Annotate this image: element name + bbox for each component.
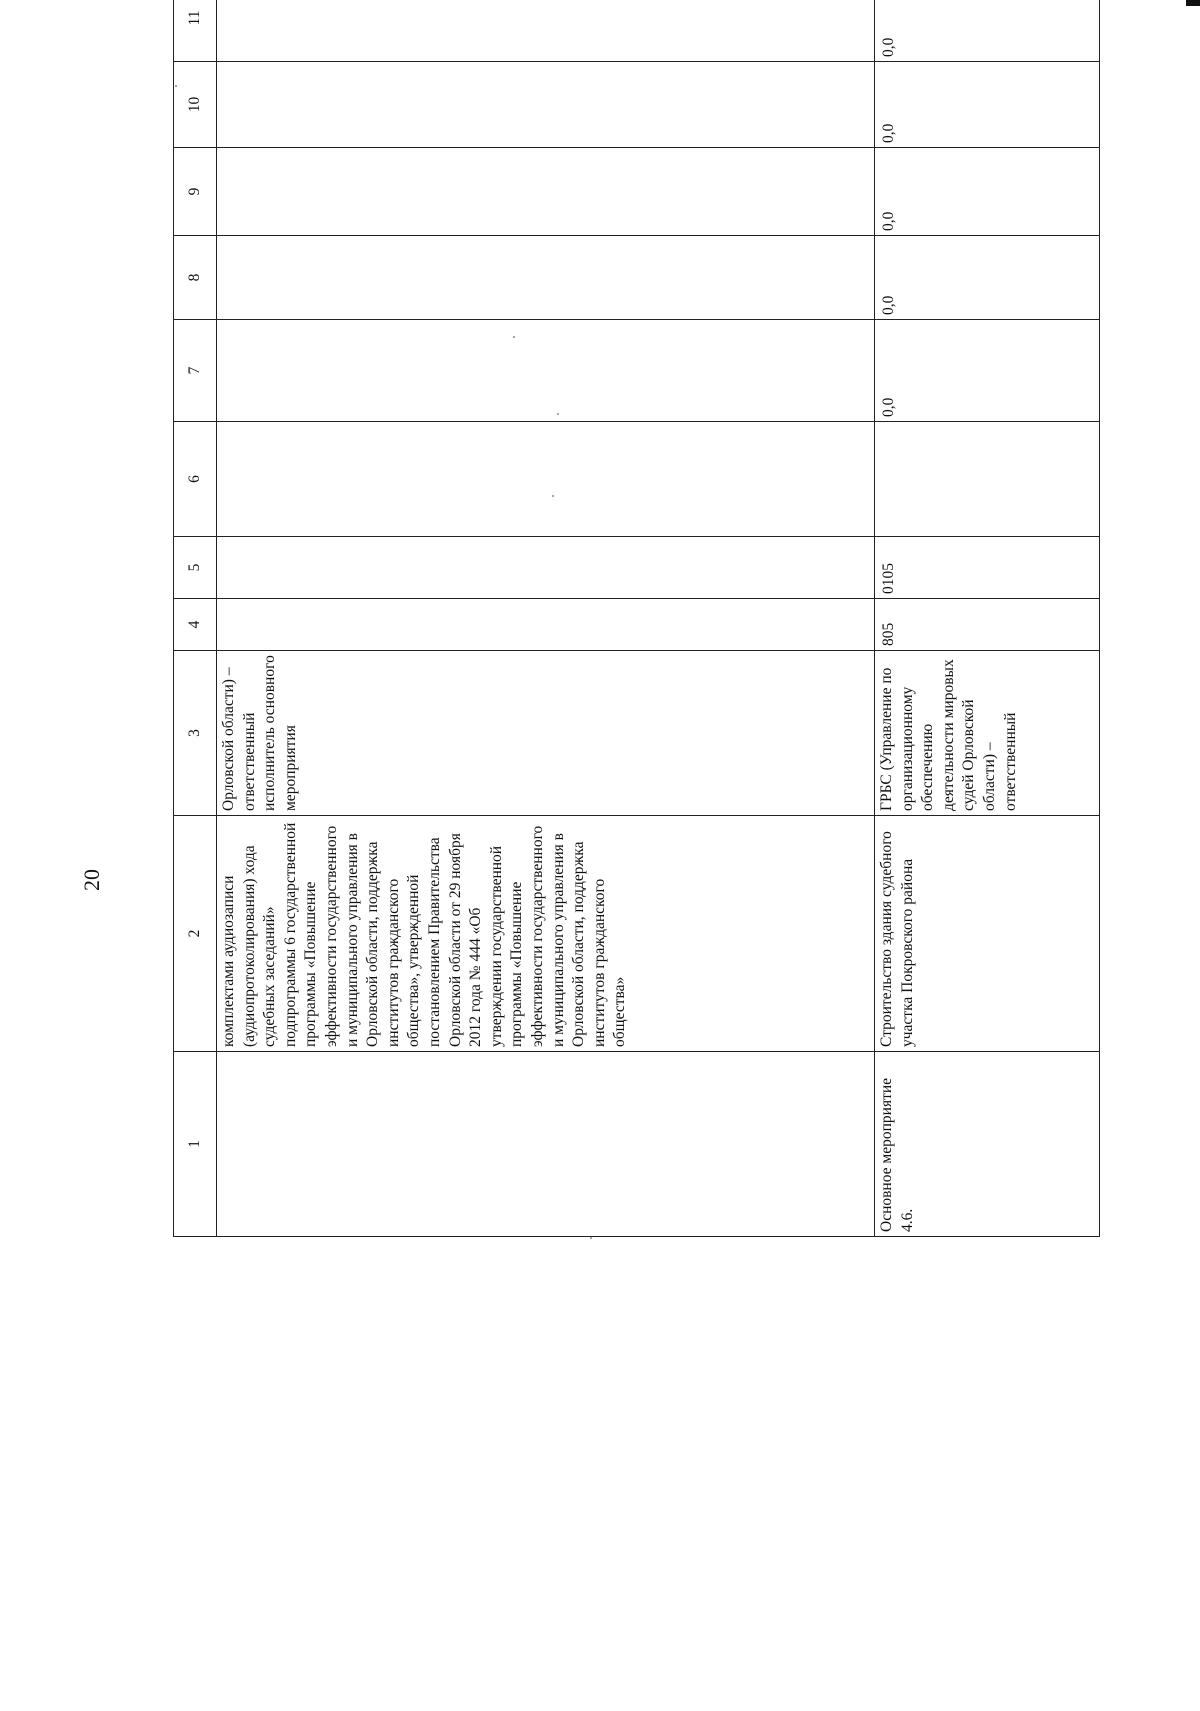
col-header-4: 4 — [174, 599, 217, 651]
col-header-10: 10 — [174, 62, 217, 148]
col-header-3: 3 — [174, 651, 217, 816]
header-row — [174, 0, 217, 1237]
scan-speck — [590, 1237, 592, 1239]
row1-col11 — [217, 0, 875, 62]
col-header-1: 1 — [174, 1052, 217, 1237]
row1-col1 — [217, 1052, 875, 1237]
row2-col3: ГРБС (Управление по организационному обеспечению деятельности мировых судей Орловской области) – ответственный — [875, 651, 1100, 816]
row1-col10 — [217, 62, 875, 148]
row2-col10: 0,0 — [875, 62, 1100, 148]
col-header-2: 2 — [174, 816, 217, 1052]
scan-speck — [513, 336, 515, 338]
row2-col9: 0,0 — [875, 148, 1100, 236]
row1-col4 — [217, 599, 875, 651]
row2-col6 — [875, 422, 1100, 537]
row1-col9 — [217, 148, 875, 236]
row1-col3: Орловской области) – ответственный исполнитель основного мероприятия — [217, 651, 875, 816]
row2-col2: Строительство здания судебного участка Покровского района — [875, 816, 1100, 1052]
row2-col11: 0,0 — [875, 0, 1100, 62]
col-header-5: 5 — [174, 537, 217, 599]
col-header-6: 6 — [174, 422, 217, 537]
table-row — [875, 0, 1100, 1237]
row2-col7: 0,0 — [875, 320, 1100, 422]
col-header-9: 9 — [174, 148, 217, 236]
rotated-table-wrapper — [173, 10, 1099, 1237]
budget-table — [173, 0, 1100, 1237]
col-header-8: 8 — [174, 236, 217, 320]
corner-mark — [1186, 0, 1200, 6]
row2-col5: 0105 — [875, 537, 1100, 599]
row2-col1: Основное мероприятие 4.6. — [875, 1052, 1100, 1237]
scan-speck — [557, 413, 559, 415]
row1-col6 — [217, 422, 875, 537]
row2-col4: 805 — [875, 599, 1100, 651]
col-header-7: 7 — [174, 320, 217, 422]
scan-speck — [175, 85, 177, 87]
scan-speck — [552, 495, 554, 497]
page-number: 20 — [79, 869, 104, 891]
row2-col8: 0,0 — [875, 236, 1100, 320]
row1-col5 — [217, 537, 875, 599]
row1-col2: комплектами аудиозаписи (аудиопротоколирования) хода судебных заседаний» подпрограммы 6 государственной программы «Повышение эффективности государственного и муниципального управления в Орловской области, поддержка институтов гражданского общества», утвержденной постановлением Правительства Орловской области от 29 ноября 2012 года № 444 «Об утверждении государственной программы «Повышение эффективности государственного и муниципального управления в Орловской области, поддержка институтов гражданского общества» — [217, 816, 875, 1052]
row1-col7 — [217, 320, 875, 422]
table-row — [217, 0, 875, 1237]
col-header-11: 11 — [174, 0, 217, 62]
row1-col8 — [217, 236, 875, 320]
